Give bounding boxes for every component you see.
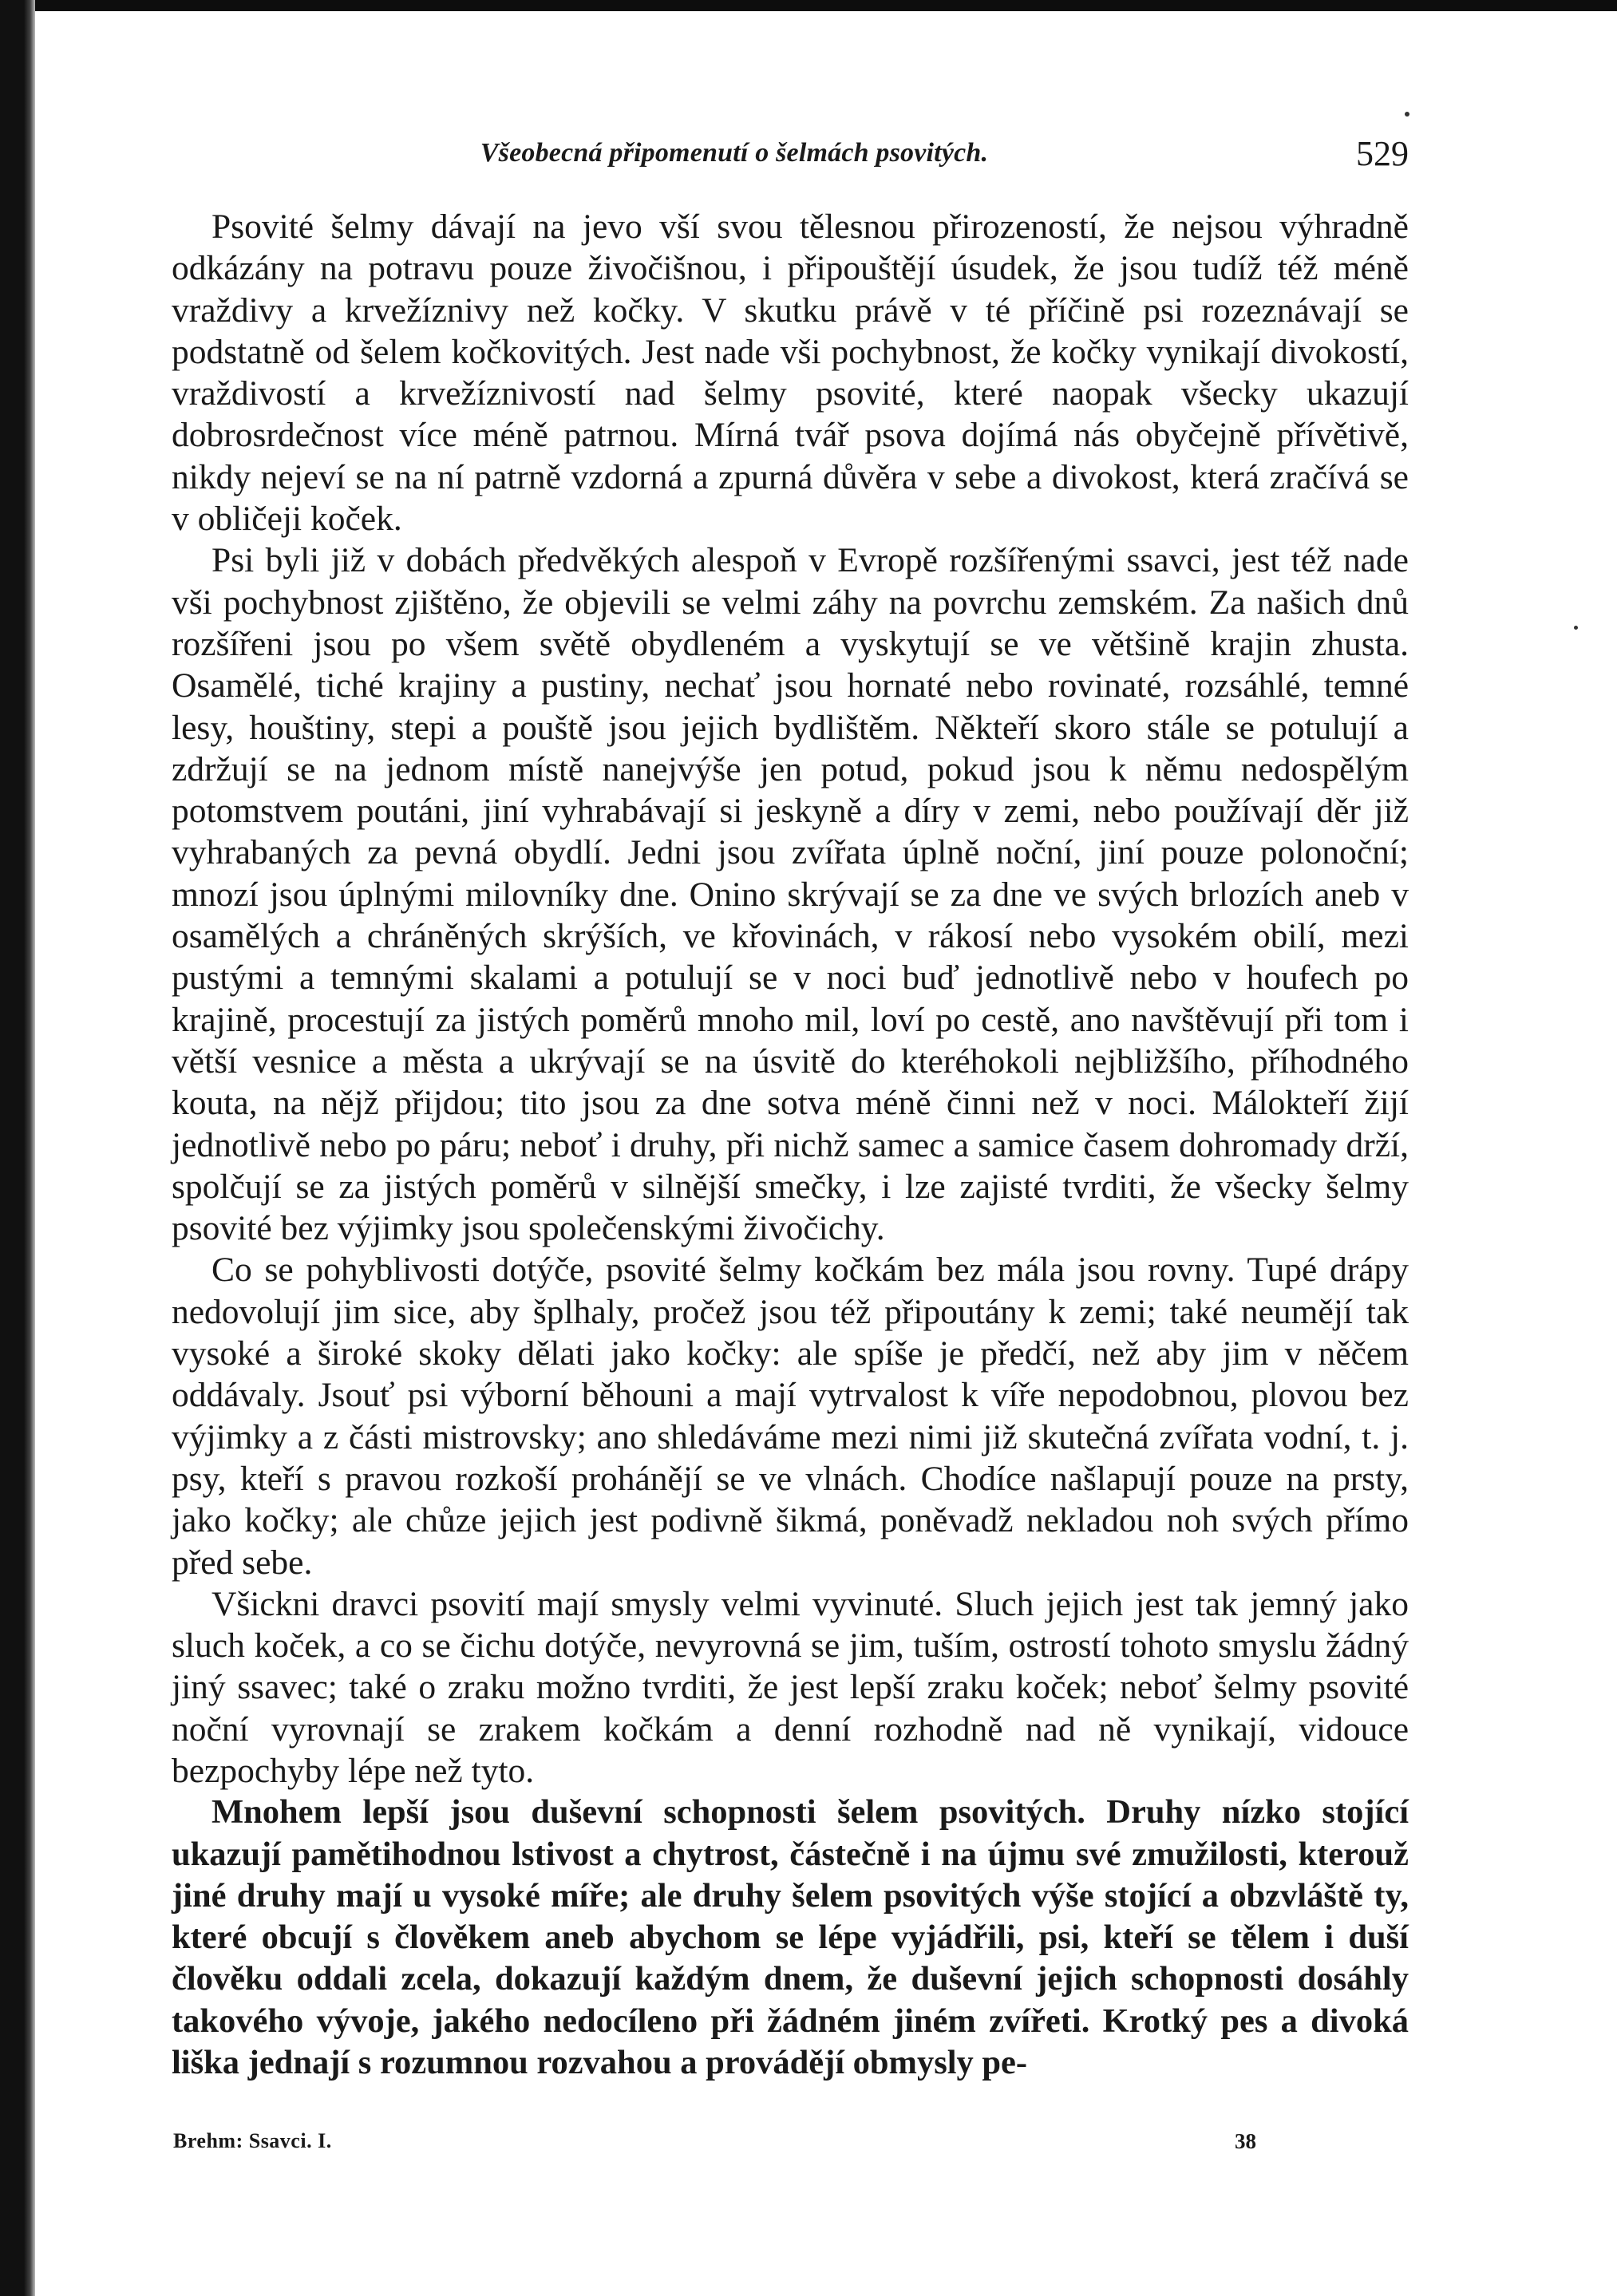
running-title: Všeobecná připomenutí o šelmách psovitých. [480,138,989,168]
signature-mark: Brehm: Ssavci. I. [173,2129,332,2152]
page-footer [172,2129,1409,2161]
paragraph-2: Psi byli již v dobách předvěkých alespoň v Evropě rozšířenými ssavci, jest též nade vši pochybnost zjištěno, že objevili se velmi záhy na povrchu zemském. Za našich dnů rozšířeni jsou po všem světě obydleném a vyskytují se ve většině krajin zhusta. Osamělé, tiché krajiny a pustiny, nechať jsou hornaté nebo rovinaté, rozsáhlé, temné lesy, houštiny, stepi a pouště jsou jejich bydlištěm. Někteří skoro stále se potulují a zdržují se na jednom místě nanejvýše jen potud, pokud jsou k němu nedospělým potomstvem poutáni, jiní vyhrabávají si jeskyně a díry v zemi, nebo používají děr již vyhrabaných za pevná obydlí. Jedni jsou zvířata úplně noční, jiní pouze polonoční; mnozí jsou úplnými milovníky dne. Onino skrývají se za dne ve svých brlozích aneb v osamělých a chráněných skrýších, ve křovinách, v rákosí nebo vysokém obilí, mezi pustými a temnými skalami a potulují se v noci buď jednotlivě nebo v houfech po krajině, procestují za jistých poměrů mnoho mil, loví po cestě, ano navštěvují při tom i větší vesnice a města a ukrývají se na úsvitě do kteréhokoli nejbližšího, příhodného kouta, na nějž přijdou; tito jsou za dne sotva méně činni než v noci. Málokteří žijí jednotlivě nebo po páru; neboť i druhy, při nichž samec a samice časem dohromady drží, spolčují se za jistých poměrů v silnější smečky, i lze zajisté tvrditi, že všecky šelmy psovité bez výjimky jsou společenskými živočichy. [172,541,1409,1248]
scan-border-left [0,0,35,2296]
scan-speck [1574,626,1578,630]
body-text [172,206,1409,2084]
paragraph-5: Mnohem lepší jsou duševní schopnosti šelem psovitých. Druhy nízko stojící ukazují pamětihodnou lstivost a chytrost, částečně i na újmu své zmužilosti, kterouž jiné druhy mají u vysoké míře; ale druhy šelem psovitých výše stojící a obzvláště ty, které obcují s člověkem aneb abychom se lépe vyjádřili, psi, kteří se tělem i duší člověku oddali zcela, dokazují každým dnem, že duševní jejich schopnosti dosáhly takového vývoje, jakého nedocíleno při žádném jiném zvířeti. Krotký pes a divoká liška jednají s rozumnou rozvahou a provádějí obmysly pe- [172,1793,1409,2082]
scan-speck [1405,112,1409,117]
paragraph-3: Co se pohyblivosti dotýče, psovité šelmy kočkám bez mála jsou rovny. Tupé drápy nedovolují jim sice, aby šplhaly, pročež jsou též připoutány k zemi; také neumějí tak vysoké a široké skoky dělati jako kočky: ale spíše je předčí, než aby jim v něčem oddávaly. Jsouť psi výborní běhouni a mají vytrvalost k víře nepodobnou, plovou bez výjimky a z části mistrovsky; ano shledáváme mezi nimi již skutečná zvířata vodní, t. j. psy, kteří s pravou rozkoší prohánějí se ve vlnách. Chodíce našlapují pouze na prsty, jako kočky; ale chůze jejich jest podivně šikmá, poněvadž nekladou noh svých přímo před sebe. [172,1251,1409,1582]
paragraph-1: Psovité šelmy dávají na jevo vší svou tělesnou přirozeností, že nejsou výhradně odkázány na potravu pouze živočišnou, i připouštějí úsudek, že jsou tudíž též méně vraždivy a krvežíznivy než kočky. V skutku právě v té příčině psi rozeznávají se podstatně od šelem kočkovitých. Jest nade vši pochybnost, že kočky vynikají divokostí, vraždivostí a krvežíznivostí nad šelmy psovité, které naopak všecky ukazují dobrosrdečnost více méně patrnou. Mírná tvář psova dojímá nás obyčejně přívětivě, nikdy nejeví se na ní patrně vzdorná a zpurná důvěra v sebe a divokost, která zračívá se v obličeji koček. [172,207,1409,539]
scan-border-top [0,0,1617,11]
page-number: 529 [1356,134,1409,173]
page-header [180,132,1409,188]
paragraph-4: Všickni dravci psovití mají smysly velmi vyvinuté. Sluch jejich jest tak jemný jako sluch koček, a co se čichu dotýče, nevyrovná se jim, tuším, ostrostí tohoto smyslu žádný jiný ssavec; také o zraku možno tvrditi, že jest lepší zraku koček; neboť šelmy psovité noční vyrovnají se zrakem kočkám a denní rozhodně nad ně vynikají, vidouce bezpochyby lépe než tyto. [172,1584,1409,1790]
signature-number: 38 [1235,2129,1256,2153]
